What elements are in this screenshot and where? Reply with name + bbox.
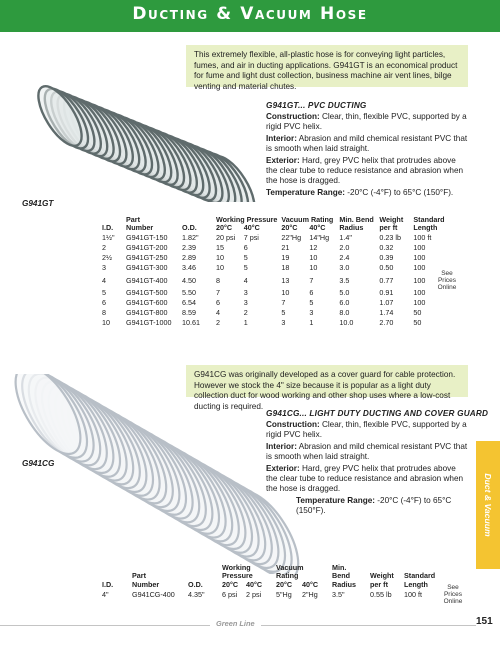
table-cell: 5.50 — [182, 288, 196, 298]
table-cell: 100 — [413, 263, 426, 273]
table-header-cell: 40°C — [302, 579, 319, 589]
g941cg-header-row-3 — [100, 581, 444, 589]
table-cell: 1.82" — [182, 233, 199, 243]
g941gt-interior: Abrasion and mild chemical resistant PVC that is smooth when laid straight. — [266, 133, 468, 154]
see-prices-line: Prices — [437, 277, 457, 285]
table-cell: 100 ft — [404, 589, 422, 599]
table-cell: 1.74 — [379, 308, 394, 318]
table-cell: 1 — [243, 318, 248, 328]
page-number: 151 — [476, 616, 493, 627]
table-cell: G941GT-600 — [126, 298, 168, 308]
table-cell: 6 — [102, 298, 106, 308]
table-cell: 5.0 — [339, 288, 350, 298]
table-row — [100, 253, 453, 263]
table-cell: G941GT-200 — [126, 243, 168, 253]
table-cell: 2"Hg — [302, 589, 318, 599]
table-cell: 3.5 — [339, 275, 350, 285]
table-header-cell: Weight — [379, 215, 404, 224]
table-cell: 2 — [243, 308, 248, 318]
table-row — [100, 233, 453, 243]
table-cell: 13 — [281, 275, 290, 285]
table-cell: 6 — [309, 288, 314, 298]
table-cell: 1.4" — [339, 233, 352, 243]
table-header-cell: 20°C — [222, 579, 239, 589]
table-cell: 19 — [281, 253, 290, 263]
see-prices-line: See — [441, 270, 453, 277]
see-prices-line: See — [447, 584, 459, 591]
section-side-tab[interactable] — [476, 441, 500, 569]
table-cell: 6.0 — [339, 298, 350, 308]
table-header-cell: Min. Bend — [339, 215, 374, 224]
table-cell: 4.50 — [182, 275, 196, 285]
g941cg-table-body — [100, 589, 444, 599]
table-cell: 10 — [216, 253, 224, 263]
table-cell: 2.0 — [339, 243, 350, 253]
table-cell: 7 — [281, 298, 286, 308]
g941cg-construction: Clear, thin, flexible PVC, supported by a rigid PVC helix. — [266, 420, 467, 440]
table-header-cell: O.D. — [188, 579, 203, 589]
table-cell: 2 — [102, 243, 106, 253]
page-title: Ducting & Vacuum Hose — [132, 4, 368, 24]
table-header-cell: I.D. — [102, 223, 114, 233]
table-cell: 3 — [102, 263, 106, 273]
table-cell: 8.59 — [182, 308, 196, 318]
table-cell: 4 — [216, 308, 220, 318]
table-header-cell — [100, 564, 130, 572]
table-cell: 100 — [413, 288, 426, 298]
g941gt-construction-label: Construction: — [266, 112, 320, 121]
g941gt-title: G941GT... PVC DUCTING — [266, 101, 367, 110]
table-cell: 1.07 — [379, 298, 394, 308]
see-prices-line: Online — [437, 284, 457, 292]
table-cell: 5 — [102, 288, 106, 298]
table-cell: 7 psi — [243, 233, 259, 243]
table-header-cell: Bend — [332, 571, 350, 581]
g941gt-interior-label: Interior: — [266, 133, 297, 143]
table-header-cell: Weight — [370, 571, 394, 581]
table-cell: 5 — [281, 308, 286, 318]
table-cell: 6 — [243, 243, 248, 253]
table-cell: 50 — [413, 308, 422, 318]
table-cell: 8 — [102, 308, 106, 318]
table-cell: 10.0 — [339, 318, 354, 328]
table-cell: G941GT-400 — [126, 275, 168, 285]
footer-brand: Green Line — [210, 619, 261, 628]
table-cell: 2.4 — [339, 253, 350, 263]
table-cell: 5 — [243, 263, 248, 273]
g941gt-see-prices — [434, 270, 460, 292]
side-tab-label: Duct & Vacuum — [483, 473, 493, 537]
table-cell: 3.5" — [332, 589, 345, 599]
table-cell: 10 — [102, 318, 110, 328]
g941gt-construction: Clear, thin, flexible PVC, supported by a rigid PVC helix. — [266, 112, 467, 132]
table-cell: 3 — [309, 308, 314, 318]
g941gt-header-row-2 — [100, 224, 453, 232]
table-header-cell: Standard — [404, 571, 436, 581]
table-cell: 3 — [243, 298, 248, 308]
table-cell: 14"Hg — [309, 233, 330, 243]
table-header-cell: 20°C — [216, 223, 233, 233]
table-cell: 2 — [216, 318, 220, 328]
table-cell: 6.54 — [182, 298, 196, 308]
table-cell: G941GT-1000 — [126, 318, 172, 328]
table-cell: 0.55 lb — [370, 589, 392, 599]
g941gt-hose-image — [20, 82, 260, 202]
table-header-cell: Rating — [276, 571, 299, 581]
table-cell: 18 — [281, 263, 290, 273]
table-header-cell: 20°C — [276, 579, 293, 589]
table-cell: 10.61 — [182, 318, 200, 328]
table-row — [100, 308, 453, 318]
table-header-cell: Number — [132, 579, 160, 589]
g941cg-spec-table — [100, 564, 444, 599]
table-header-cell: per ft — [379, 223, 398, 233]
table-header-cell: Radius — [332, 579, 356, 589]
table-cell: 0.91 — [379, 288, 394, 298]
table-cell: 1½" — [102, 233, 115, 243]
table-header-cell: Length — [404, 579, 428, 589]
g941cg-construction-label: Construction: — [266, 420, 320, 429]
g941cg-exterior-label: Exterior: — [266, 463, 300, 473]
table-cell: 0.50 — [379, 263, 394, 273]
table-cell: 8.0 — [339, 308, 350, 318]
table-row — [100, 263, 453, 273]
g941gt-spec-table — [100, 216, 453, 328]
table-cell: 4 — [102, 275, 106, 285]
table-header-cell: Number — [126, 223, 154, 233]
table-cell: 100 — [413, 243, 426, 253]
table-cell: 20 psi — [216, 233, 236, 243]
table-row — [100, 243, 453, 253]
table-row — [100, 288, 453, 298]
table-header-cell: Working Pressure — [216, 215, 278, 224]
table-header-cell: 40°C — [243, 223, 260, 233]
table-cell: 2.89 — [182, 253, 196, 263]
g941gt-table-body — [100, 233, 453, 328]
table-cell: 6 — [216, 298, 220, 308]
table-cell: 2½ — [102, 253, 112, 263]
table-cell: 0.39 — [379, 253, 394, 263]
table-header-cell: 20°C — [281, 223, 298, 233]
table-row — [100, 589, 444, 599]
table-cell: 10 — [216, 263, 224, 273]
table-cell: 3.0 — [339, 263, 350, 273]
table-header-cell: per ft — [370, 579, 388, 589]
g941gt-temp-label: Temperature Range: — [266, 187, 346, 197]
table-cell: 3 — [281, 318, 286, 328]
table-cell: 3 — [243, 288, 248, 298]
table-header-cell: Length — [413, 223, 438, 233]
see-prices-line: Online — [443, 598, 463, 606]
table-cell: 21 — [281, 243, 290, 253]
g941cg-image-label: G941CG — [22, 459, 55, 468]
table-cell: 12 — [309, 243, 318, 253]
table-header-cell: Pressure — [222, 571, 253, 581]
table-cell: 10 — [309, 263, 318, 273]
table-cell: 50 — [413, 318, 422, 328]
table-header-cell: I.D. — [102, 579, 114, 589]
table-cell: G941GT-500 — [126, 288, 168, 298]
g941cg-title: G941CG... LIGHT DUTY DUCTING AND COVER GUARD — [266, 409, 489, 418]
g941gt-temp: -20°C (-4°F) to 65°C (150°F). — [347, 187, 454, 197]
table-header-cell: Part — [126, 215, 140, 224]
g941cg-description — [266, 420, 469, 518]
g941gt-image-label: G941GT — [22, 199, 54, 208]
table-cell: 100 ft — [413, 233, 432, 243]
table-header-cell: Standard — [413, 215, 445, 224]
table-cell: G941GT-300 — [126, 263, 168, 273]
g941cg-hose-image — [8, 374, 308, 574]
table-cell: 7 — [216, 288, 220, 298]
g941cg-intro: G941CG was originally developed as a cover guard for cable protection. However we stock the 4" size because it is popular as a light duty collection duct for wood working and other shop uses where a low-cost ducting is required. — [186, 365, 468, 397]
table-cell: 22"Hg — [281, 233, 302, 243]
g941cg-see-prices — [440, 584, 466, 606]
g941cg-temp: -20°C (-4°F) to 65°C (150°F). — [296, 495, 452, 516]
table-cell: 4 — [243, 275, 248, 285]
table-cell: 2.70 — [379, 318, 394, 328]
table-cell: 4" — [102, 589, 109, 599]
table-cell: 15 — [216, 243, 224, 253]
table-header-cell: Vacuum — [276, 563, 304, 572]
table-cell: 0.77 — [379, 275, 394, 285]
table-cell: G941GT-250 — [126, 253, 168, 263]
table-cell: 8 — [216, 275, 220, 285]
g941gt-exterior-label: Exterior: — [266, 155, 300, 165]
table-header-cell: O.D. — [182, 223, 197, 233]
table-row — [100, 318, 453, 328]
g941gt-intro: This extremely flexible, all-plastic hose is for conveying light particles, fumes, and air in ducting applications. G941GT is an economical product for fume and light dust collection, business machine air vent lines, bilge venting and material chutes. — [186, 45, 468, 87]
g941gt-header-row-1 — [100, 216, 453, 224]
table-header-cell: Working — [222, 563, 251, 572]
table-header-cell: Min. — [332, 563, 347, 572]
g941cg-temp-label: Temperature Range: — [296, 495, 376, 505]
table-cell: 0.32 — [379, 243, 394, 253]
table-cell: 10 — [309, 253, 318, 263]
table-cell: 100 — [413, 253, 426, 263]
g941cg-interior: Abrasion and mild chemical resistant PVC that is smooth when laid straight. — [266, 441, 468, 462]
table-header-cell — [186, 564, 220, 572]
table-cell: 2 psi — [246, 589, 262, 599]
table-cell: 5"Hg — [276, 589, 292, 599]
table-cell: G941GT-150 — [126, 233, 168, 243]
table-cell: 5 — [243, 253, 248, 263]
g941gt-exterior: Hard, grey PVC helix that protrudes above the clear tube to reduce resistance and abrasion when the hose is dragged. — [266, 155, 464, 186]
table-cell: G941GT-800 — [126, 308, 168, 318]
table-header-cell: Part — [132, 571, 146, 581]
table-cell: 6 psi — [222, 589, 238, 599]
table-cell: 1 — [309, 318, 314, 328]
table-cell: G941CG-400 — [132, 589, 175, 599]
table-cell: 4.35" — [188, 589, 205, 599]
table-cell: 10 — [281, 288, 290, 298]
table-cell: 100 — [413, 275, 426, 285]
g941cg-exterior: Hard, grey PVC helix that protrudes above the clear tube to reduce resistance and abrasion when the hose is dragged. — [266, 463, 464, 494]
table-header-cell: 40°C — [309, 223, 326, 233]
table-header-cell: Vacuum Rating — [281, 215, 334, 224]
table-cell: 100 — [413, 298, 426, 308]
table-header-cell: Radius — [339, 223, 364, 233]
table-header-cell: 40°C — [246, 579, 263, 589]
table-row — [100, 298, 453, 308]
table-cell: 5 — [309, 298, 314, 308]
table-cell: 3.46 — [182, 263, 196, 273]
table-cell: 7 — [309, 275, 314, 285]
table-cell: 0.23 lb — [379, 233, 401, 243]
g941gt-description — [266, 112, 469, 199]
see-prices-line: Prices — [443, 591, 463, 599]
g941cg-interior-label: Interior: — [266, 441, 297, 451]
table-cell: 2.39 — [182, 243, 196, 253]
table-row — [100, 273, 453, 288]
